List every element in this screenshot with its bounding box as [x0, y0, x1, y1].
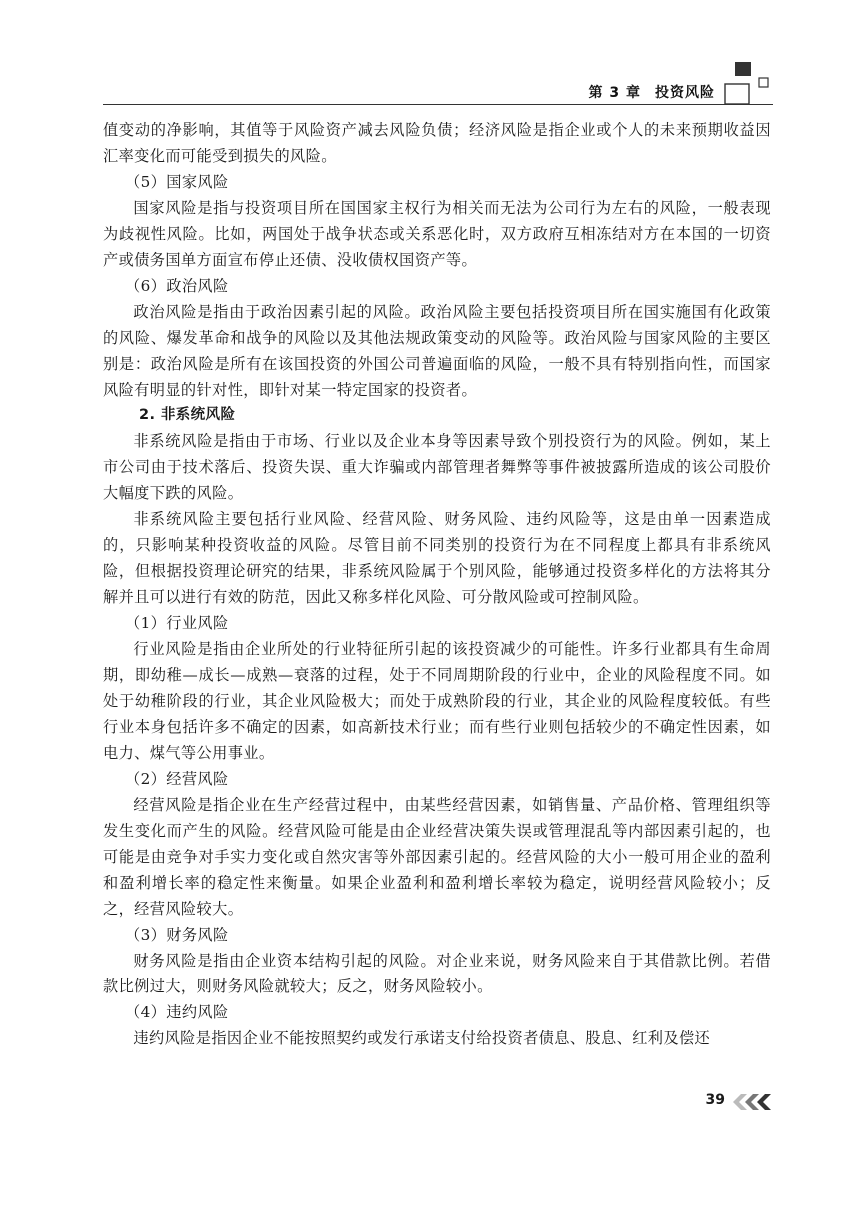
- running-header: [103, 60, 773, 108]
- subsection-heading: （6）政治风险: [125, 276, 229, 295]
- paragraph: 值变动的净影响，其值等于风险资产减去风险负债；经济风险是指企业或个人的未来预期收益因汇率变化而可能受到损失的风险。: [103, 121, 771, 165]
- paragraph: 违约风险是指因企业不能按照契约或发行承诺支付给投资者债息、股息、红利及偿还: [133, 1029, 711, 1048]
- header-rule: [103, 104, 773, 105]
- stacked-squares-icon: [721, 62, 773, 106]
- chapter-title: 投资风险: [655, 85, 715, 101]
- subsection-heading: （2）经营风险: [125, 769, 229, 788]
- paragraph: 政治风险是指由于政治因素引起的风险。政治风险主要包括投资项目所在国实施国有化政策的风险、爆发革命和战争的风险以及其他法规政策变动的风险等。政治风险与国家风险的主要区别是：政治风险是所有在该国投资的外国公司普遍面临的风险，一般不具有特别指向性，而国家风险有明显的针对性，即针对某一特定国家的投资者。: [103, 302, 771, 399]
- paragraph: 财务风险是指由企业资本结构引起的风险。对企业来说，财务风险来自于其借款比例。若借款比例过大，则财务风险就较大；反之，财务风险较小。: [103, 951, 771, 996]
- subsection-heading: （3）财务风险: [125, 925, 229, 944]
- subsection-heading: （5）国家风险: [125, 172, 229, 191]
- paragraph: 非系统风险是指由于市场、行业以及企业本身等因素导致个别投资行为的风险。例如，某上市公司由于技术落后、投资失误、重大诈骗或内部管理者舞弊等事件被披露所造成的该公司股价大幅度下跌的风险。: [103, 432, 771, 503]
- paragraph: 非系统风险主要包括行业风险、经营风险、财务风险、违约风险等，这是由单一因素造成的，只影响某种投资收益的风险。尽管目前不同类别的投资行为在不同程度上都具有非系统风险，但根据投资理论研究的结果，非系统风险属于个别风险，能够通过投资多样化的方法将其分解并且可以进行有效的防范，因此又称多样化风险、可分散风险或可控制风险。: [103, 510, 771, 607]
- chapter-number: 第 3 章: [588, 85, 641, 101]
- subsection-heading: （4）违约风险: [125, 1003, 229, 1022]
- section-heading: 2. 非系统风险: [139, 407, 236, 424]
- page-footer: [103, 1080, 773, 1110]
- running-header-text: [589, 82, 716, 102]
- subsection-heading: （1）行业风险: [125, 614, 229, 633]
- page-number: 39: [705, 1092, 725, 1108]
- triple-chevron-left-icon: [731, 1094, 773, 1110]
- paragraph: 经营风险是指企业在生产经营过程中，由某些经营因素，如销售量、产品价格、管理组织等发生变化而产生的风险。经营风险可能是由企业经营决策失误或管理混乱等内部因素引起的，也可能是由竞争对手实力变化或自然灾害等外部因素引起的。经营风险的大小一般可用企业的盈利和盈利增长率的稳定性来衡量。如果企业盈利和盈利增长率较为稳定，说明经营风险较小；反之，经营风险较大。: [103, 795, 771, 918]
- paragraph: 行业风险是指由企业所处的行业特征所引起的该投资减少的可能性。许多行业都具有生命周期，即幼稚—成长—成熟—衰落的过程，处于不同周期阶段的行业中，企业的风险程度不同。如处于幼稚阶段的行业，其企业风险极大；而处于成熟阶段的行业，其企业的风险程度较低。有些行业本身包括许多不确定的因素，如高新技术行业；而有些行业则包括较少的不确定性因素，如电力、煤气等公用事业。: [103, 640, 771, 762]
- paragraph: 国家风险是指与投资项目所在国国家主权行为相关而无法为公司行为左右的风险，一般表现为歧视性风险。比如，两国处于战争状态或关系恶化时，双方政府互相冻结对方在本国的一切资产或债务国单方面宣布停止还债、没收债权国资产等。: [103, 198, 771, 269]
- page-body: [103, 118, 771, 1052]
